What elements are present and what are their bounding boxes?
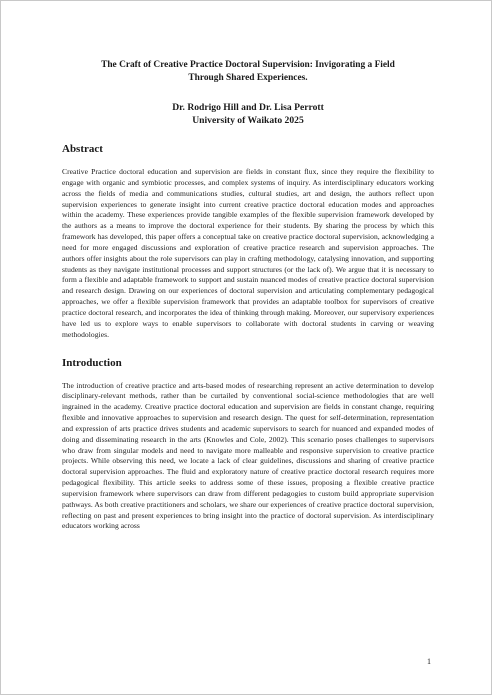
page-number: 1 [427, 657, 431, 666]
page-content [62, 59, 434, 532]
abstract-paragraph: Creative Practice doctoral education and supervision are fields in constant flux, since they require the flexibility to engage with organic and symbiotic processes, and complex systems of inquiry. As interdisciplinary educators working across the fields of media and communications studies, cultural studies, art and design, the authors reflect upon supervision experiences to generate insight into current creative practice doctoral education modes and approaches within the academy. These experiences provide tangible examples of the flexible supervision framework developed by the authors as a means to improve the doctoral experience for their students. By sharing the process by which this framework has developed, this paper offers a conceptual take on creative practice doctoral supervision, acknowledging a need for more engaged discussions and exploration of creative practice research and supervision approaches. The authors offer insights about the role supervisors can play in crafting methodology, catalysing innovation, and supporting students as they navigate institutional processes and support structures (or the lack of). We argue that it is necessary to form a flexible and adaptable framework to support and sustain nuanced modes of creative practice doctoral supervision and research design. Drawing on our experiences of doctoral supervision and articulating complementary pedagogical approaches, we offer a flexible supervision framework that provides an adaptable toolbox for supervisors of creative practice doctoral research, and incorporates the idea of thinking through making. Moreover, our supervisory experiences have led us to explore ways to enable supervisors to collaborate with doctoral students in carving or weaving methodologies. [62, 167, 434, 339]
abstract-heading: Abstract [62, 143, 103, 155]
author-names: Dr. Rodrigo Hill and Dr. Lisa Perrott [172, 102, 324, 113]
introduction-heading: Introduction [62, 356, 122, 369]
author-block [62, 102, 434, 127]
paper-title-line-2: Through Shared Experiences. [188, 72, 308, 83]
author-affiliation: University of Waikato 2025 [192, 114, 304, 126]
paper-title-line-1: The Craft of Creative Practice Doctoral Supervision: Invigorating a Field [101, 60, 395, 70]
paper-title [62, 59, 434, 84]
introduction-paragraph: The introduction of creative practice and arts-based modes of researching represent an active determination to develop disciplinary-relevant methods, rather than be curtailed by conventional social-science methodologies that are well ingrained in the academy. Creative practice doctoral education and supervision are fields in constant change, requiring flexible and innovative approaches to supervision and research design. The quest for self-determination, representation and expression of arts practice drives students and academic supervisors to search for nuanced and expanded modes of doing and disseminating research in the arts (Knowles and Cole, 2002). This scenario poses challenges to supervisors who draw from singular models and need to navigate more malleable and responsive supervision to creative practice projects. While observing this need, we locate a lack of clear guidelines, discussions and sharing of creative practice doctoral supervision approaches. The fluid and exploratory nature of creative practice doctoral research requires more pedagogical flexibility. This article seeks to address some of these issues, proposing a flexible creative practice supervision framework where supervisors can draw from different pedagogies to custom build appropriate supervision pathways. As both creative practitioners and scholars, we share our experiences of creative practice doctoral supervision, reflecting on past and present experiences to bring insight into the practice of doctoral supervision. As interdisciplinary educators working across [62, 380, 434, 531]
